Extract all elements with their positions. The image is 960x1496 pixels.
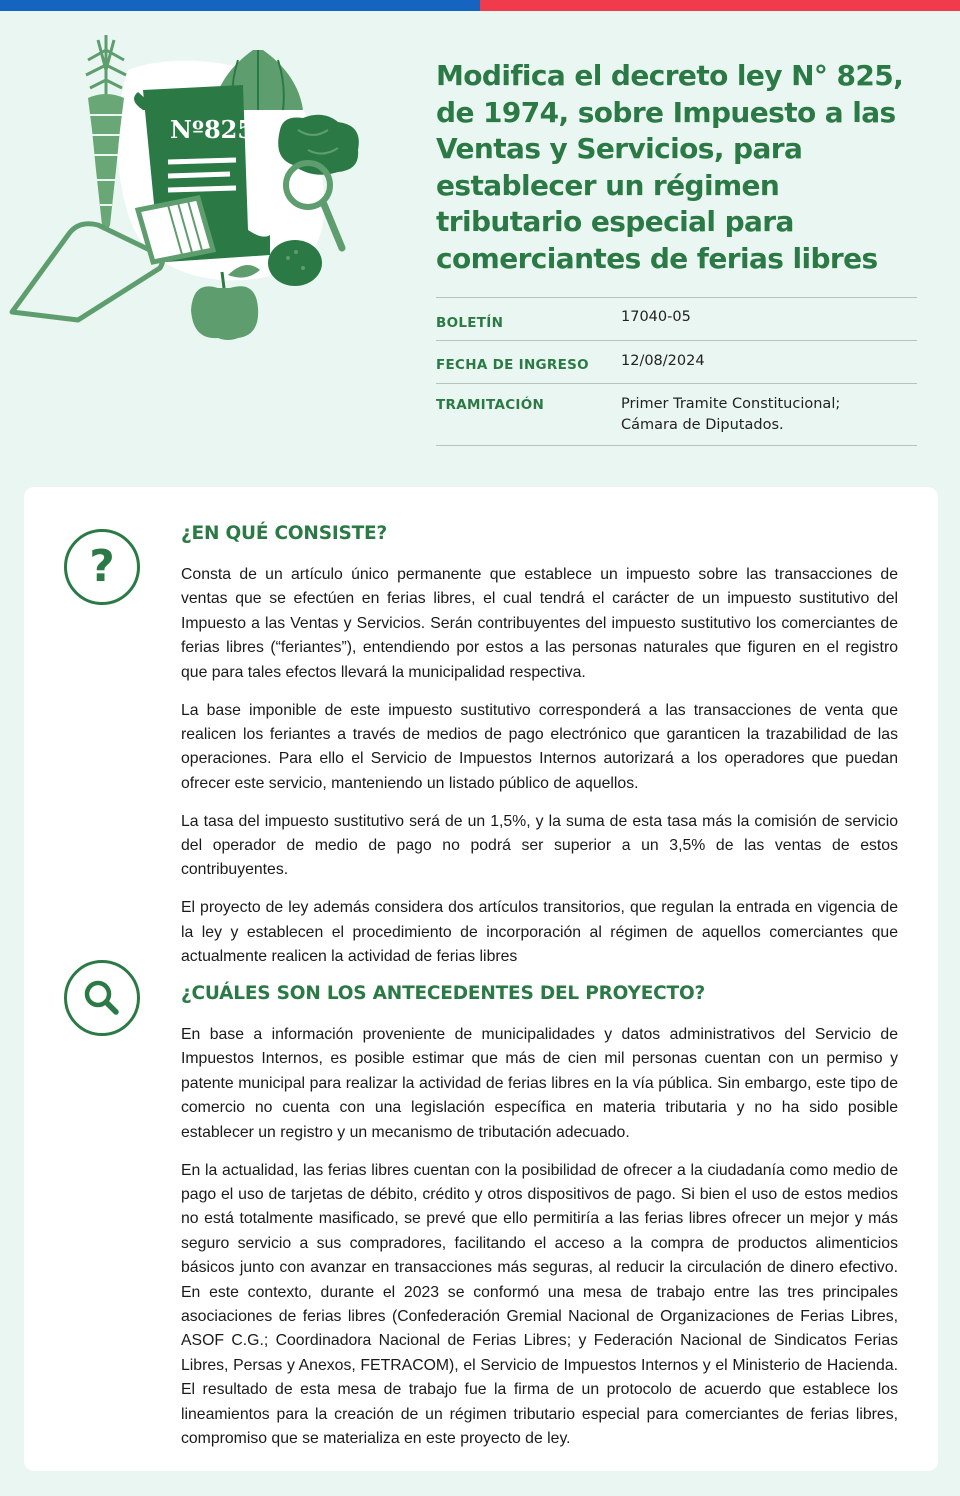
page-title: Modifica el decreto ley N° 825, de 1974, sobre Impuesto a las Ventas y Servicios, para establecer un régimen tributario especial para comerciantes de ferias libres [436,59,904,275]
tramitacion-value-line2: Cámara de Diputados. [621,417,784,433]
lime-icon [268,240,322,286]
document-number: Nº825 [170,115,255,144]
fecha-label: FECHA DE INGRESO [436,357,589,373]
top-bar-red [480,0,960,11]
boletin-label: BOLETÍN [436,315,504,331]
content-card [24,487,938,1471]
tramitacion-label: TRAMITACIÓN [436,397,545,413]
tramitacion-value [621,394,917,432]
meta-row-boletin [436,297,917,340]
top-bar-blue [0,0,480,11]
question-mark-icon: ? [64,529,140,605]
meta-row-fecha [436,340,917,383]
fecha-value: 12/08/2024 [621,353,705,369]
paragraph: Consta de un artículo único permanente que establece un impuesto sobre las transacciones de ventas que se efectúen en ferias libres, el cual tendrá el carácter de un impuesto sustitutivo del Impuesto a las Ventas y Servicios. Serán contribuyentes del impuesto sustitutivo los comerciantes de ferias libres (“feriantes”), entendiendo por estos a las personas naturales que figuren en el registro que para tales efectos llevará la municipalidad respectiva. [181,566,898,681]
meta-row-tramitacion [436,383,917,446]
boletin-value: 17040-05 [621,309,691,325]
section-heading-background: ¿CUÁLES SON LOS ANTECEDENTES DEL PROYECTO? [181,983,706,1004]
bill-metadata-table [436,297,917,446]
magnifier-icon [64,960,140,1036]
paragraph: La base imponible de este impuesto sustitutivo corresponderá a las transacciones de venta que realicen los feriantes a través de medios de pago electrónico que garanticen la trazabilidad de las operaciones. Para ello el Servicio de Impuestos Internos autorizará a los operadores que puedan ofrecer este servicio, manteniendo un listado público de aquellos. [181,701,898,792]
paragraph: En base a información proveniente de municipalidades y datos administrativos del Servicio de Impuestos Internos, es posible estimar que más de cien mil personas cuentan con un permiso y patente municipal para realizar la actividad de ferias libres en la vía pública. Sin embargo, este tipo de comercio no cuenta con una legislación específica en materia tributaria y no ha sido posible establecer un registro y un mecanismo de tributación adecuado. [181,1026,898,1141]
section-heading-what: ¿EN QUÉ CONSISTE? [181,523,388,544]
section-body-what [181,563,898,983]
paragraph: En la actualidad, las ferias libres cuentan con la posibilidad de ofrecer a la ciudadanía como medio de pago el uso de tarjetas de débito, crédito y otros dispositivos de pago. Si bien el uso de estos medios no está totalmente masificado, se prevé que ello permitiría a las ferias libres ofrecer un mejor y más seguro servicio a sus compradores, facilitando el acceso a la compra de productos alimenticios básicos junto con avanzar en transacciones más seguras, al reducir la circulación de dinero efectivo. En este contexto, durante el 2023 se conformó una mesa de trabajo entre las tres principales asociaciones de ferias libres (Confederación Gremial Nacional de Organizaciones de Ferias Libres, ASOF C.G.; Coordinadora Nacional de Ferias Libres; y Federación Nacional de Sindicatos Ferias Libres, Persas y Anexos, FETRACOM), el Servicio de Impuestos Internos y el Ministerio de Hacienda. El resultado de esta mesa de trabajo fue la firma de un protocolo de acuerdo que establece los lineamientos para la creación de un régimen tributario especial para comerciantes de ferias libres, compromiso que se materializa en este proyecto de ley. [181,1161,898,1447]
tramitacion-value-line1: Primer Tramite Constitucional; [621,396,841,412]
top-color-bar [0,0,960,11]
paragraph: El proyecto de ley además considera dos artículos transitorios, que regulan la entrada en vigencia de la ley y establecen el procedimiento de incorporación al régimen de aquellos comerciantes que actualmente realicen la actividad de ferias libres [181,899,898,966]
section-body-background [181,1023,898,1465]
market-illustration [8,30,388,350]
paragraph: La tasa del impuesto sustitutivo será de un 1,5%, y la suma de esta tasa más la comisión de servicio del operador de medio de pago no podrá ser superior a un 3,5% de las ventas de estos contribuyentes. [181,812,898,879]
